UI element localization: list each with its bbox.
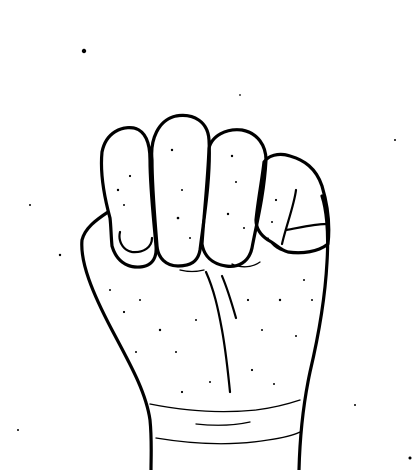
palm-creases xyxy=(150,262,300,444)
skin-texture xyxy=(109,149,313,393)
index-finger xyxy=(101,128,156,267)
ring-finger xyxy=(202,130,266,267)
paper-specks xyxy=(17,49,412,460)
